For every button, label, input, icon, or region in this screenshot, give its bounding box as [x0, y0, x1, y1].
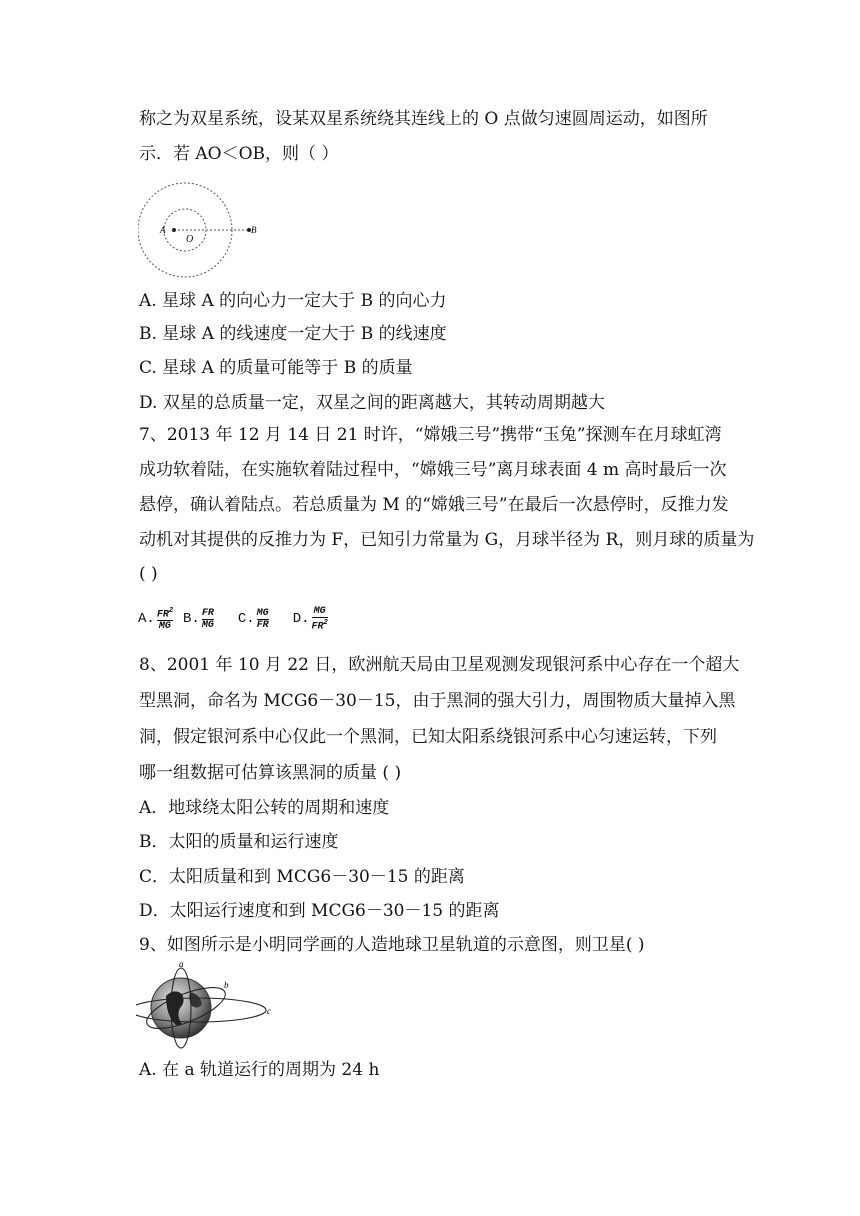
q8-option-c: C．太阳质量和到 MCG6－30－15 的距离	[139, 867, 465, 887]
q7-stem-line-3: 悬停，确认着陆点。若总质量为 M 的“嫦娥三号”在最后一次悬停时，反推力发	[139, 495, 729, 515]
q8-option-a: A．地球绕太阳公转的周期和速度	[139, 798, 390, 818]
q7-option-b: B. $\frac{FR}{MG}$	[183, 607, 214, 631]
satellite-orbit-diagram	[136, 958, 276, 1050]
q6-option-d: D. 双星的总质量一定，双星之间的距离越大，其转动周期越大	[139, 393, 605, 413]
q7-stem-line-5: ( )	[139, 564, 158, 584]
q8-stem-line-1: 8、2001 年 10 月 22 日，欧洲航天局由卫星观测发现银河系中心存在一个超大	[139, 655, 740, 675]
q7-stem-line-4: 动机对其提供的反推力为 F，已知引力常量为 G，月球半径为 R，则月球的质量为	[139, 530, 755, 550]
orbit-label-b: b	[224, 980, 229, 990]
q9-option-a: A. 在 a 轨道运行的周期为 24 h	[139, 1060, 380, 1080]
q8-option-d: D．太阳运行速度和到 MCG6－30－15 的距离	[139, 901, 500, 921]
q7-option-d: D. $\frac{MG}{FR^2}$	[292, 606, 328, 633]
q9-stem: 9、如图所示是小明同学画的人造地球卫星轨道的示意图，则卫星( )	[139, 935, 645, 955]
earth-icon	[151, 978, 211, 1038]
q8-option-b: B．太阳的质量和运行速度	[139, 832, 339, 852]
q8-stem-line-2: 型黑洞，命名为 MCG6－30－15，由于黑洞的强大引力，周围物质大量掉入黑	[139, 691, 736, 711]
figure-label-o: O	[186, 234, 194, 245]
binary-star-diagram	[138, 180, 268, 280]
q6-option-b: B. 星球 A 的线速度一定大于 B 的线速度	[139, 324, 447, 344]
q6-option-a: A. 星球 A 的向心力一定大于 B 的向心力	[139, 291, 447, 311]
q7-stem-line-1: 7、2013 年 12 月 14 日 21 时许，“嫦娥三号”携带“玉兔”探测车在月球虹湾	[139, 425, 722, 445]
figure-label-a: A	[160, 225, 166, 235]
figure-label-b: B	[251, 225, 257, 235]
q6-stem-line-2: 示．若 AO＜OB，则（ ）	[139, 144, 339, 164]
q8-stem-line-3: 洞，假定银河系中心仅此一个黑洞，已知太阳系绕银河系中心匀速运转，下列	[139, 727, 717, 747]
q6-option-c: C. 星球 A 的质量可能等于 B 的质量	[139, 358, 413, 378]
q7-stem-line-2: 成功软着陆，在实施软着陆过程中，“嫦娥三号”离月球表面 4 m 高时最后一次	[139, 460, 727, 480]
q7-option-a: A. $\frac{FR^2}{MG}$	[138, 607, 174, 633]
q7-option-c: C. $\frac{MG}{FR}$	[237, 607, 269, 631]
orbit-label-a: a	[179, 959, 184, 969]
q8-stem-line-4: 哪一组数据可估算该黑洞的质量 ( )	[139, 763, 402, 783]
orbit-label-c: c	[267, 1006, 271, 1016]
q7-options	[138, 606, 338, 632]
q6-stem-line-1: 称之为双星系统，设某双星系统绕其连线上的 O 点做匀速圆周运动，如图所	[139, 109, 708, 129]
